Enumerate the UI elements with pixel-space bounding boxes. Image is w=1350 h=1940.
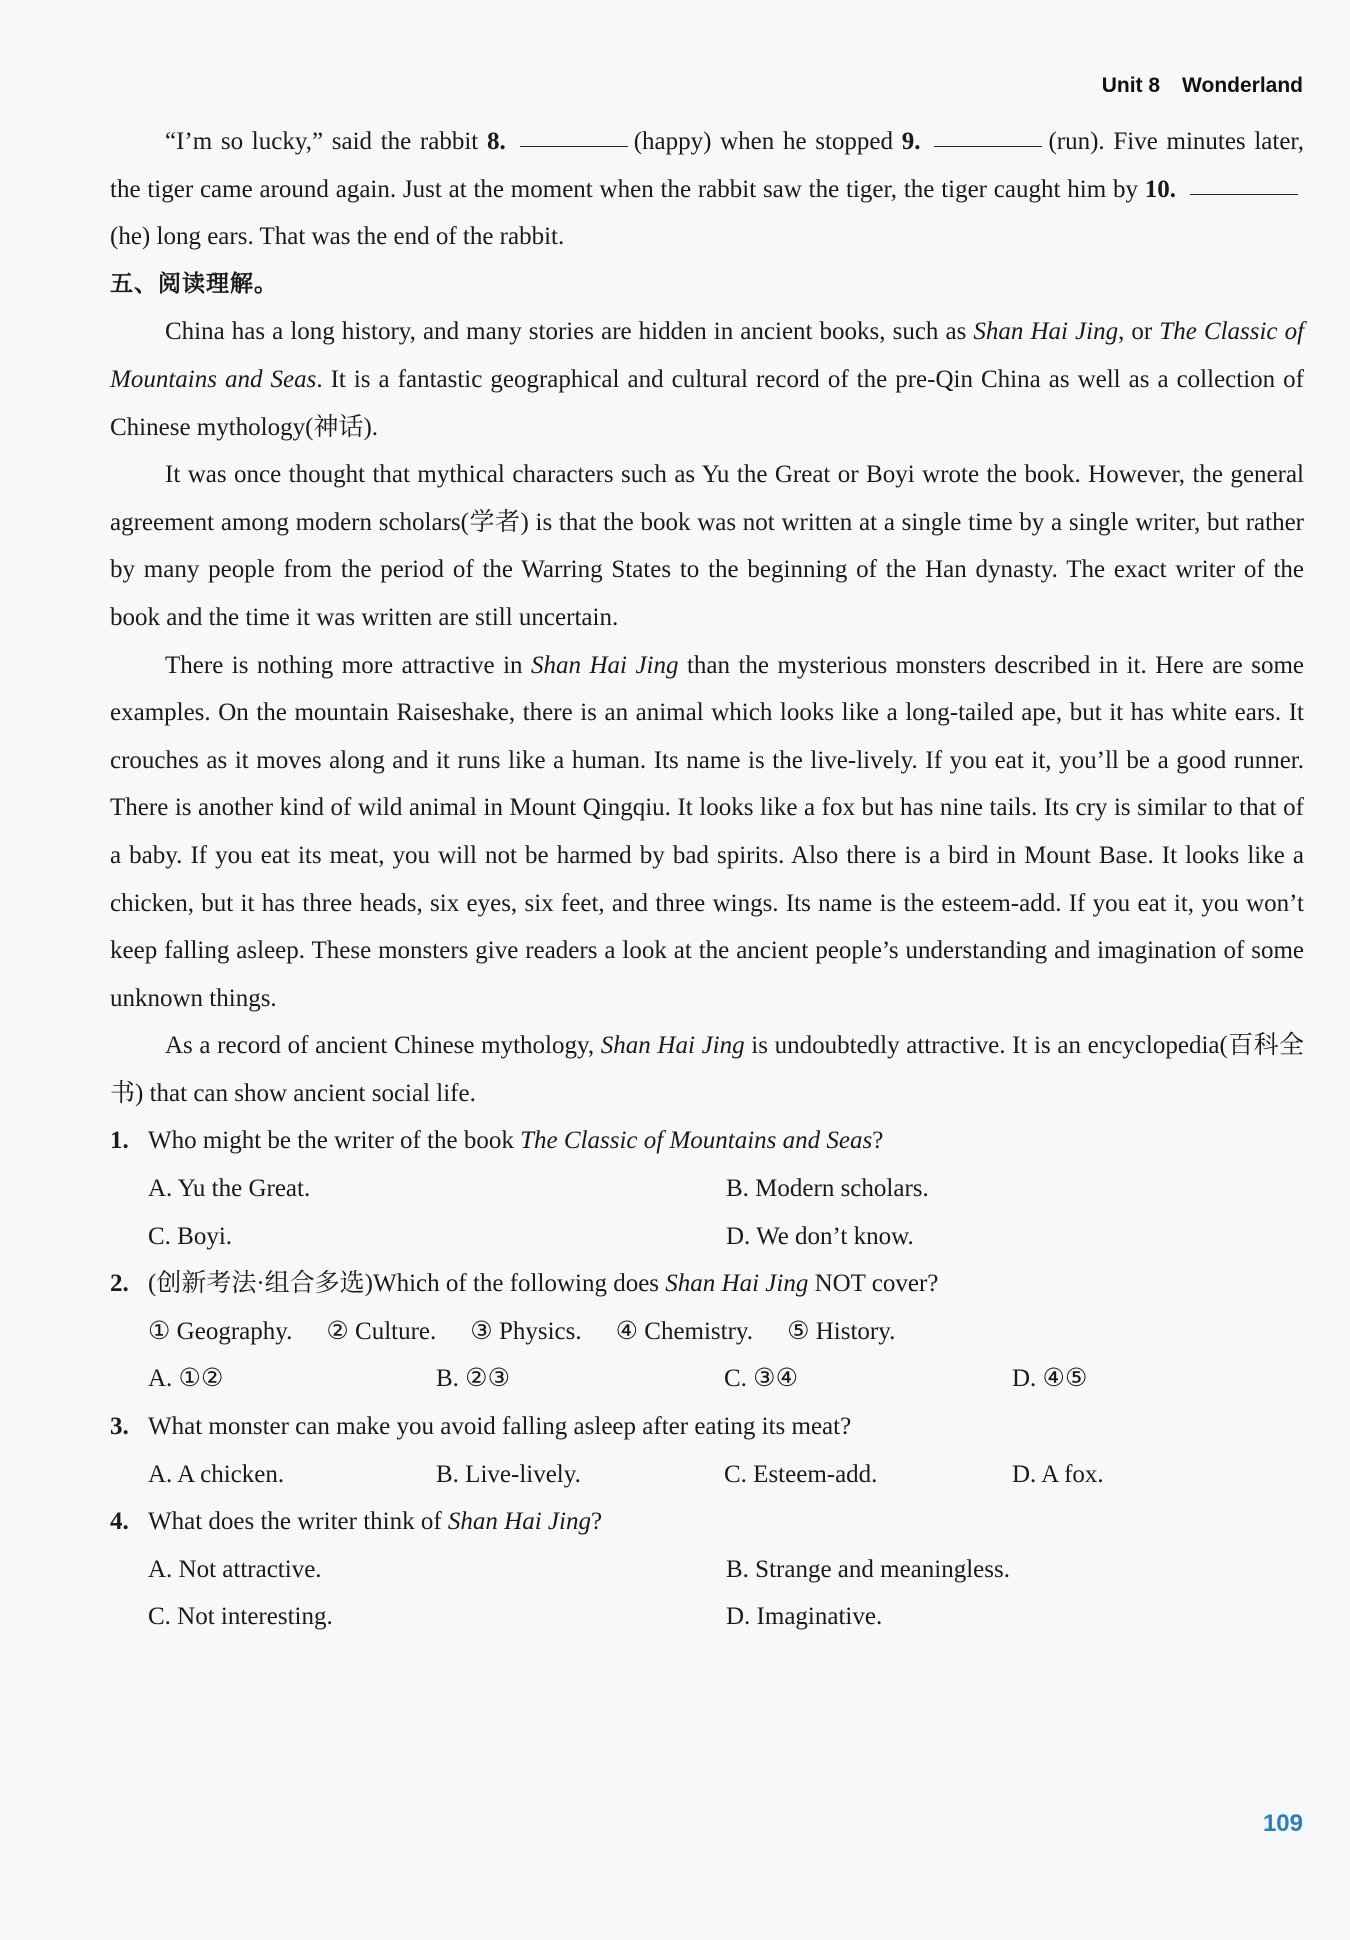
option-d[interactable]: D. We don’t know. (726, 1222, 914, 1250)
question-text: ? (872, 1127, 884, 1155)
option-b[interactable]: B. ②③ (436, 1365, 510, 1393)
option-c[interactable]: C. Esteem-add. (724, 1460, 878, 1488)
question-text: What does the writer think of (148, 1508, 442, 1536)
book-title: The Classic of Mountains and Seas (110, 318, 1305, 393)
passage-paragraph-3 (110, 642, 1304, 1023)
page-number: 109 (1262, 1810, 1303, 1837)
question-4-options-row-2 (110, 1593, 1304, 1641)
question-text: What monster can make you avoid falling asleep after eating its meat? (148, 1413, 852, 1441)
option-b[interactable]: B. Live-lively. (436, 1460, 581, 1488)
book-title: Shan Hai Jing (973, 318, 1119, 346)
option-c[interactable]: C. Boyi. (148, 1222, 233, 1250)
option-c[interactable]: C. Not interesting. (148, 1603, 333, 1631)
question-text: NOT cover? (814, 1270, 939, 1298)
question-1-options-row-2 (110, 1213, 1304, 1261)
option-a[interactable]: A. ①② (148, 1365, 224, 1393)
page-content (110, 118, 1304, 1641)
unit-label: Unit 8 (1101, 74, 1161, 97)
blank-number-8: 8. (486, 128, 506, 155)
item-4: ④ Chemistry. (615, 1317, 754, 1345)
question-4-options-row-1 (110, 1546, 1304, 1594)
option-a[interactable]: A. A chicken. (148, 1460, 285, 1488)
passage-paragraph-2: It was once thought that mythical characters such as Yu the Great or Boyi wrote the book. However, the general agreement among modern scholars(学者) is that the book was not written at a single time by a single writer, but rather by many people from the period of the Warring States to the beginning of the Han dynasty. The exact writer of the book and the time it was written are still uncertain. (110, 461, 1304, 631)
question-number: 4. (110, 1508, 129, 1536)
option-b[interactable]: B. Strange and meaningless. (726, 1555, 1010, 1583)
question-3-options (110, 1451, 1304, 1499)
cloze-text: (run). Five minutes later, the tiger came around again. Just at the moment when the rabbit saw the tiger, the tiger caught him by (110, 128, 1305, 203)
book-title: Shan Hai Jing (665, 1270, 809, 1298)
cloze-text: “I’m so lucky,” said the rabbit (165, 128, 479, 155)
unit-title: Wonderland (1182, 74, 1303, 97)
blank-9[interactable] (934, 120, 1042, 147)
question-number: 2. (110, 1270, 129, 1298)
question-2-items (110, 1308, 1304, 1356)
passage-paragraph-4 (110, 1022, 1304, 1117)
item-1: ① Geography. (148, 1317, 293, 1345)
option-c[interactable]: C. ③④ (724, 1365, 798, 1393)
question-number: 1. (110, 1127, 129, 1155)
passage-text: , or (1118, 318, 1153, 346)
question-4 (110, 1498, 1304, 1546)
item-2: ② Culture. (326, 1317, 437, 1345)
cloze-text: (he) long ears. That was the end of the rabbit. (110, 223, 565, 251)
passage-text: is undoubtedly attractive. It is an encyclopedia(百科全书) that can show ancient social life. (110, 1032, 1305, 1107)
book-title: The Classic of Mountains and Seas (520, 1127, 873, 1155)
book-title: Shan Hai Jing (447, 1508, 591, 1536)
passage-text: than the mysterious monsters described in it. Here are some examples. On the mountain Raiseshake, there is an animal which looks like a long-tailed ape, but it has white ears. It crouches as it moves along and it runs like a human. Its name is the live-lively. If you eat it, you’ll be a good runner. There is another kind of wild animal in Mount Qingqiu. It looks like a fox but has nine tails. Its cry is similar to that of a baby. If you eat its meat, you will not be harmed by bad spirits. Also there is a bird in Mount Base. It looks like a chicken, but it has three heads, six eyes, six feet, and three wings. Its name is the esteem-add. If you eat it, you won’t keep falling asleep. These monsters give readers a look at the ancient people’s understanding and imagination of some unknown things. (110, 651, 1305, 1012)
passage-text: There is nothing more attractive in (165, 651, 523, 679)
option-d[interactable]: D. A fox. (1012, 1460, 1104, 1488)
passage-paragraph-1 (110, 308, 1304, 451)
option-b[interactable]: B. Modern scholars. (726, 1175, 929, 1203)
page-header (1102, 74, 1303, 98)
blank-number-9: 9. (901, 128, 921, 155)
passage-text: . It is a fantastic geographical and cultural record of the pre-Qin China as well as a collection of Chinese mythology(神话). (110, 365, 1304, 441)
option-a[interactable]: A. Yu the Great. (148, 1175, 311, 1203)
question-2-options (110, 1355, 1304, 1403)
blank-8[interactable] (520, 120, 628, 147)
option-d[interactable]: D. Imaginative. (726, 1603, 883, 1631)
option-a[interactable]: A. Not attractive. (148, 1555, 322, 1583)
question-1 (110, 1117, 1304, 1165)
passage-text: China has a long history, and many stories are hidden in ancient books, such as (165, 318, 967, 346)
question-text: Who might be the writer of the book (148, 1127, 514, 1155)
question-text: ? (590, 1508, 603, 1536)
section-title: 五、阅读理解。 (110, 270, 278, 297)
item-5: ⑤ History. (787, 1317, 896, 1345)
option-d[interactable]: D. ④⑤ (1012, 1365, 1088, 1393)
question-number: 3. (110, 1413, 129, 1441)
question-3 (110, 1403, 1304, 1451)
cloze-text: (happy) when he stopped (633, 128, 894, 155)
item-3: ③ Physics. (470, 1317, 582, 1345)
book-title: Shan Hai Jing (531, 651, 679, 679)
cloze-paragraph (110, 118, 1304, 261)
blank-10[interactable] (1190, 168, 1298, 195)
passage-text: As a record of ancient Chinese mythology, (165, 1032, 595, 1060)
question-1-options-row-1 (110, 1165, 1304, 1213)
question-text: (创新考法·组合多选)Which of the following does (148, 1270, 660, 1298)
question-2 (110, 1260, 1304, 1308)
book-title: Shan Hai Jing (600, 1032, 745, 1060)
blank-number-10: 10. (1144, 175, 1177, 203)
